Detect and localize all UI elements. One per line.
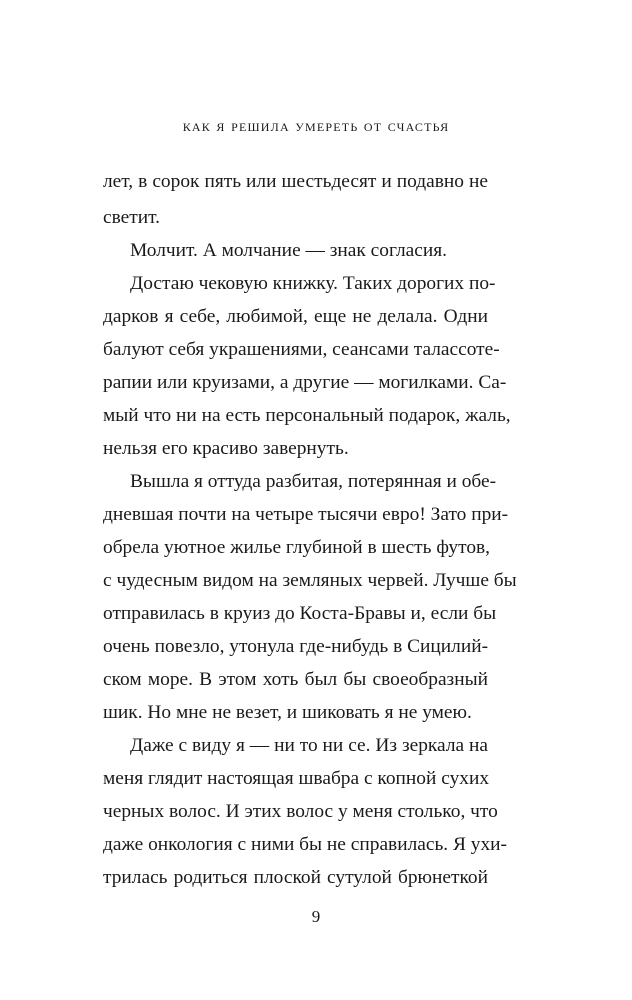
text-line-9: нельзя его красиво завернуть. <box>103 438 349 459</box>
text-line-2: светит. <box>103 207 160 228</box>
text-line-10: Вышла я оттуда разбитая, потерянная и обе- <box>130 471 497 492</box>
text-line-6: балуют себя украшениями, сеансами талассоте- <box>103 339 500 360</box>
text-line-12: обрела уютное жилье глубиной в шесть футов, <box>103 537 491 558</box>
text-line-16: ском море. В этом хоть был бы своеобразный <box>103 669 488 690</box>
text-line-20: черных волос. И этих волос у меня столько, что <box>103 801 498 822</box>
text-line-18: Даже с виду я — ни то ни се. Из зеркала на <box>130 735 488 756</box>
text-line-17: шик. Но мне не везет, и шиковать я не умею. <box>103 702 472 723</box>
page-number: 9 <box>311 907 321 926</box>
text-line-8: мый что ни на есть персональный подарок, жаль, <box>103 405 511 426</box>
text-line-4: Достаю чековую книжку. Таких дорогих по- <box>130 273 496 294</box>
text-line-7: рапии или круизами, а другие — могилками. Са- <box>103 372 507 393</box>
text-line-1: лет, в сорок пять или шестьдесят и подавно не <box>103 171 488 192</box>
text-line-22: трилась родиться плоской сутулой брюнеткой <box>103 867 488 888</box>
text-line-13: с чудесным видом на земляных червей. Лучше бы <box>103 570 517 591</box>
text-line-15: очень повезло, утонула где-нибудь в Сицилий- <box>103 636 489 657</box>
text-line-21: даже онкология с ними бы не справилась. Я ухи- <box>103 834 508 855</box>
running-head: как я решила умереть от счастья <box>182 116 450 135</box>
text-line-5: дарков я себе, любимой, еще не делала. Одни <box>103 306 488 327</box>
text-line-3: Молчит. А молчание — знак согласия. <box>130 240 447 261</box>
text-line-14: отправилась в круиз до Коста-Бравы и, если бы <box>103 603 497 624</box>
text-line-19: меня глядит настоящая швабра с копной сухих <box>103 768 490 789</box>
text-line-11: дневшая почти на четыре тысячи евро! Зато при- <box>103 504 509 525</box>
